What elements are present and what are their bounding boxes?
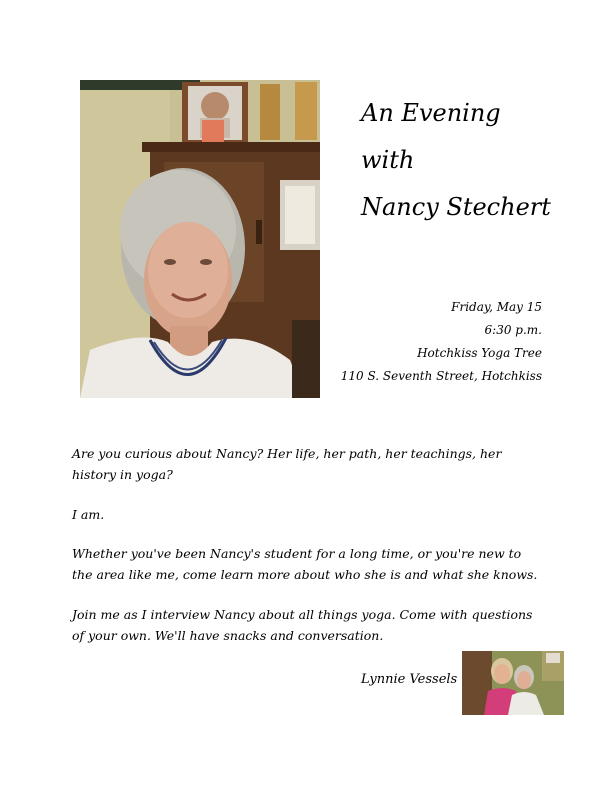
- body-paragraph-1: Are you curious about Nancy? Her life, her path, her teachings, her history in yoga?: [72, 446, 502, 482]
- title-line-1: An Evening: [361, 99, 501, 127]
- event-time: 6:30 p.m.: [484, 323, 542, 337]
- event-date: Friday, May 15: [451, 300, 542, 314]
- title-line-2: with: [361, 146, 415, 174]
- event-venue: Hotchkiss Yoga Tree: [417, 346, 542, 360]
- title-line-3: Nancy Stechert: [361, 193, 551, 221]
- event-address: 110 S. Seventh Street, Hotchkiss: [340, 369, 542, 383]
- body-paragraph-4: Join me as I interview Nancy about all things yoga. Come with questions of your own. We'll have snacks and conversation.: [72, 607, 533, 643]
- body-paragraph-3: Whether you've been Nancy's student for a long time, or you're new to the area like me, come learn more about who she is and what she knows.: [72, 546, 538, 582]
- portrait-photo: [80, 80, 320, 398]
- signature: Lynnie Vessels: [361, 672, 458, 687]
- event-details: [341, 296, 542, 388]
- event-title: [361, 90, 591, 231]
- body-text: [72, 443, 542, 665]
- body-paragraph-2: I am.: [72, 507, 105, 522]
- small-photo: [462, 651, 564, 715]
